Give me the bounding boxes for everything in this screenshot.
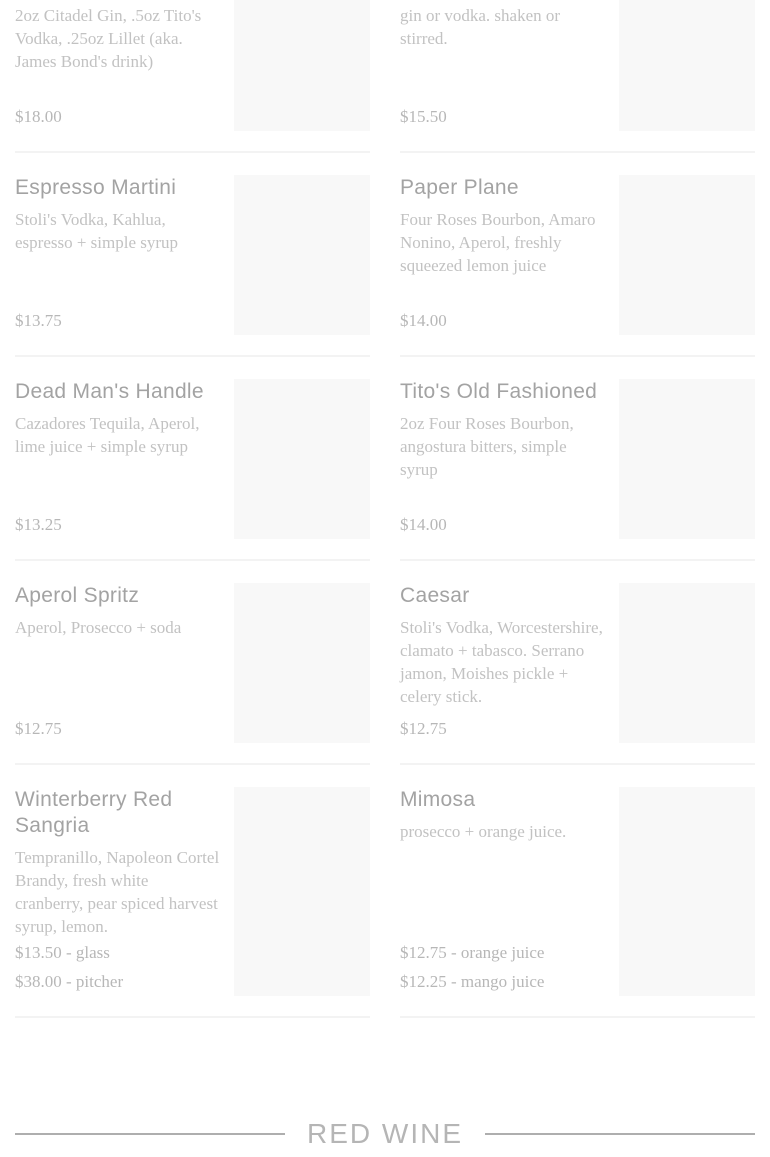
item-description: Cazadores Tequila, Aperol, lime juice + simple syrup — [15, 414, 200, 456]
item-prices — [15, 510, 220, 539]
item-description: Aperol, Prosecco + soda — [15, 618, 182, 637]
menu-grid — [15, 0, 755, 1018]
item-price: $18.00 — [15, 107, 62, 126]
item-name: Tito's Old Fashioned — [400, 380, 598, 403]
item-price: $14.00 — [400, 515, 447, 534]
menu-item-titos-old-fashioned[interactable] — [400, 357, 755, 561]
section-title: RED WINE — [307, 1118, 463, 1149]
menu-item-dead-mans-handle[interactable] — [15, 357, 370, 561]
menu-item-caesar[interactable] — [400, 561, 755, 765]
item-price: $13.25 — [15, 515, 62, 534]
menu-item-aperol-spritz[interactable] — [15, 561, 370, 765]
item-photo-placeholder — [234, 787, 370, 996]
item-price-pitcher: $38.00 - pitcher — [15, 972, 124, 991]
item-text-block — [15, 379, 220, 539]
item-name: Mimosa — [400, 788, 476, 811]
item-text-block — [400, 583, 605, 743]
item-photo-placeholder — [619, 379, 755, 539]
item-name: Winterberry Red Sangria — [15, 788, 173, 837]
item-description: 2oz Four Roses Bourbon, angostura bitters, simple syrup — [400, 414, 574, 479]
menu-item-espresso-martini[interactable] — [15, 153, 370, 357]
item-description: Four Roses Bourbon, Amaro Nonino, Aperol, freshly squeezed lemon juice — [400, 210, 596, 275]
menu-item-winterberry-red-sangria[interactable] — [15, 765, 370, 1018]
menu-item-mimosa[interactable] — [400, 765, 755, 1018]
red-wine-section-header — [0, 1118, 770, 1150]
item-prices — [400, 714, 605, 743]
item-description: Tempranillo, Napoleon Cortel Brandy, fresh white cranberry, pear spiced harvest syrup, lemon. — [15, 848, 220, 936]
item-name: Caesar — [400, 584, 470, 607]
item-text-block — [15, 583, 220, 743]
item-prices — [15, 938, 220, 996]
item-text-block — [15, 175, 220, 335]
item-prices — [15, 714, 220, 743]
item-price-orange-juice: $12.75 - orange juice — [400, 943, 545, 962]
item-photo-placeholder — [234, 175, 370, 335]
item-text-block — [15, 787, 220, 996]
item-description: 2oz Citadel Gin, .5oz Tito's Vodka, .25oz Lillet (aka. James Bond's drink) — [15, 6, 202, 71]
item-name: Espresso Martini — [15, 176, 177, 199]
item-photo-placeholder — [234, 583, 370, 743]
item-text-block — [400, 175, 605, 335]
item-text-block — [400, 787, 605, 996]
item-price: $12.75 — [15, 719, 62, 738]
item-prices — [400, 938, 605, 996]
item-prices — [400, 306, 605, 335]
item-name: Aperol Spritz — [15, 584, 140, 607]
item-price: $13.75 — [15, 311, 62, 330]
item-prices — [400, 102, 605, 131]
item-price-glass: $13.50 - glass — [15, 943, 110, 962]
item-price-mango-juice: $12.25 - mango juice — [400, 972, 545, 991]
item-prices — [400, 510, 605, 539]
menu-item-paper-plane[interactable] — [400, 153, 755, 357]
item-photo-placeholder — [234, 0, 370, 131]
item-prices — [15, 102, 220, 131]
section-rule-right — [485, 1133, 755, 1135]
item-price: $14.00 — [400, 311, 447, 330]
item-description: prosecco + orange juice. — [400, 822, 567, 841]
item-photo-placeholder — [619, 175, 755, 335]
item-price: $15.50 — [400, 107, 447, 126]
item-photo-placeholder — [619, 583, 755, 743]
item-description: Stoli's Vodka, Worcestershire, clamato + tabasco. Serrano jamon, Moishes pickle + celery stick. — [400, 618, 603, 706]
item-text-block — [400, 0, 605, 131]
item-name: Dead Man's Handle — [15, 380, 204, 403]
menu-item-vesper[interactable] — [15, 0, 370, 153]
item-text-block — [400, 379, 605, 539]
section-rule-left — [15, 1133, 285, 1135]
menu-item-martini[interactable] — [400, 0, 755, 153]
item-photo-placeholder — [234, 379, 370, 539]
item-description: gin or vodka. shaken or stirred. — [400, 6, 561, 48]
item-price: $12.75 — [400, 719, 447, 738]
item-description: Stoli's Vodka, Kahlua, espresso + simple syrup — [15, 210, 179, 252]
item-prices — [15, 306, 220, 335]
item-photo-placeholder — [619, 0, 755, 131]
item-photo-placeholder — [619, 787, 755, 996]
item-name: Paper Plane — [400, 176, 519, 199]
item-text-block — [15, 0, 220, 131]
